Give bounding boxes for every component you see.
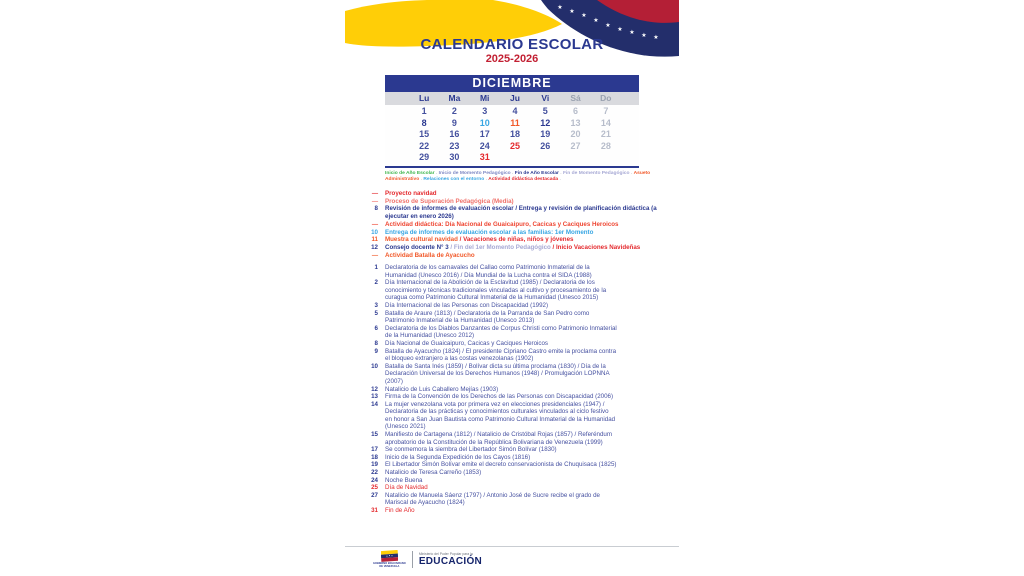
event-text-segment: Consejo docente N° 3 — [385, 243, 451, 251]
event-text — [385, 244, 657, 252]
event-text-segment: Proceso de Superación Pedagógica (Media) — [385, 197, 514, 205]
ephemeris-text: Noche Buena — [385, 476, 423, 484]
star-icon: ★ — [641, 32, 647, 39]
legend-item: Asueto Administrativo — [385, 171, 651, 183]
event-text-segment: / Fin del 1er Momento Pedagógico — [450, 243, 553, 251]
calendar-date-cell: 5 — [542, 106, 548, 116]
legend-item: Inicio de Momento Pedagógico — [438, 171, 511, 176]
event-row — [345, 190, 679, 198]
star-icon: ★ — [593, 17, 599, 24]
ephemeris-date: 31 — [371, 507, 378, 514]
ephemeris-text: Natalicio de Teresa Carreño (1853) — [385, 469, 482, 477]
event-row — [345, 229, 679, 237]
footer-brand — [373, 550, 482, 569]
ephemeris-row — [345, 325, 679, 340]
calendar-date-cell: 17 — [479, 129, 490, 139]
event-date-marker: 11 — [371, 236, 378, 244]
school-year: 2025-2026 — [485, 52, 539, 65]
calendar-date-cell: 7 — [603, 106, 609, 116]
ephemeris-row — [345, 310, 679, 325]
ministry-subtitle: Ministerio del Poder Popular para la — [418, 551, 473, 556]
calendar-date-cell: 2 — [451, 106, 457, 116]
legend-separator: . — [510, 171, 515, 176]
event-text — [385, 190, 657, 198]
ephemeris-text: Día Nacional de Guaicaipuro, Cacicas y Caciques Heroicos — [385, 339, 549, 347]
ephemerides-list — [345, 264, 679, 515]
ephemeris-date: 19 — [371, 461, 378, 469]
event-text — [385, 205, 657, 220]
title-block — [345, 37, 679, 65]
event-text-segment: Actividad Batalla de Ayacucho — [385, 251, 475, 259]
ephemeris-row — [345, 401, 679, 431]
ephemeris-row — [345, 469, 679, 477]
ephemeris-row — [345, 363, 679, 386]
event-text-segment: Entrega de informes de evaluación escolar a las familias: 1er Momento — [385, 228, 594, 236]
calendar-date-cell: 13 — [570, 117, 581, 128]
event-text-segment: / Inicio Vacaciones Navideñas — [552, 243, 641, 251]
event-text-segment: Actividad didáctica: Día Nacional de Guaicaipuro, Cacicas y Caciques Heroicos — [385, 220, 619, 228]
calendar-day-header: Vi — [541, 93, 550, 103]
ephemeris-row — [345, 477, 679, 485]
calendar-date-cell: 26 — [540, 140, 551, 151]
event-row — [345, 205, 679, 220]
government-logo — [373, 550, 406, 569]
event-text — [385, 229, 657, 237]
ephemeris-text: Declaratoria de los Diablos Danzantes de Corpus Christi como Patrimonio Inmaterial de la Humanidad (Unesco 2012) — [385, 324, 617, 340]
ephemeris-text: Manifiesto de Cartagena (1812) / Natalicio de Cristóbal Rojas (1857) / Referéndum aprobatorio de la Constitución de la República Bolivariana de Venezuela (1999) — [385, 431, 612, 446]
poster-content — [345, 0, 679, 576]
event-date-marker: 8 — [374, 205, 378, 213]
ephemeris-date: 6 — [374, 324, 378, 332]
government-logo-text — [373, 563, 406, 569]
ephemeris-text: Se conmemora la siembra del Libertador Simón Bolívar (1830) — [385, 446, 557, 454]
legend-separator: . — [434, 171, 439, 176]
venezuela-flag-icon — [381, 550, 398, 562]
calendar-date-cell: 25 — [509, 140, 520, 151]
ephemeris-row — [345, 264, 679, 279]
event-text — [385, 252, 657, 260]
ephemeris-text: Día Internacional de la Abolición de la Esclavitud (1985) / Declaratoria de los conocimiento y técnicas tradicionales vinculadas al cultivo y procesamiento de la curagua como Patrimonio Cultural Inmaterial de la Humanidad (Unesco 2015) — [385, 279, 607, 302]
star-icon: ★ — [653, 34, 659, 41]
ephemeris-date: 13 — [371, 393, 378, 401]
legend-separator: . — [558, 177, 561, 183]
star-icon: ★ — [569, 8, 575, 15]
ephemeris-row — [345, 431, 679, 446]
calendar-date-cell: 11 — [510, 117, 520, 128]
ephemeris-text: Firma de la Convención de los Derechos de las Personas con Discapacidad (2006) — [385, 393, 614, 401]
star-icon: ★ — [605, 22, 611, 29]
ephemeris-date: 22 — [371, 469, 378, 477]
ephemeris-text: Día de Navidad — [385, 484, 428, 492]
ephemeris-date: 17 — [371, 446, 378, 454]
ephemeris-row — [345, 279, 679, 302]
event-text-segment: Proyecto navidad — [385, 190, 437, 197]
calendar-date-cell: 1 — [421, 106, 427, 116]
event-text — [385, 198, 657, 206]
ephemeris-date: 5 — [374, 309, 378, 317]
logo-divider — [412, 551, 413, 568]
legend-separator: . — [419, 177, 424, 183]
calendar-day-header: Do — [600, 93, 612, 103]
event-text-segment: Revisión de informes de evaluación escolar / Entrega y revisión de planificación didáctica (a ejecutar en enero 2026) — [385, 205, 657, 221]
ephemeris-date: 15 — [371, 431, 378, 439]
calendar-legend — [385, 171, 677, 184]
calendar-day-header: Ju — [510, 93, 520, 103]
ephemeris-text: Día Internacional de las Personas con Discapacidad (1992) — [385, 301, 549, 309]
event-text-segment: / Vacaciones de niñas, niños y jóvenes — [459, 236, 574, 244]
ephemeris-row — [345, 461, 679, 469]
event-row — [345, 221, 679, 229]
ministry-wordmark — [419, 552, 482, 567]
calendar-date-cell: 31 — [479, 152, 490, 162]
ephemeris-date: 3 — [374, 301, 378, 309]
event-date-marker: — — [371, 190, 378, 197]
legend-separator: . — [484, 177, 489, 183]
ephemeris-date: 12 — [371, 385, 378, 393]
ephemeris-date: 2 — [374, 279, 378, 287]
calendar-month-header: DICIEMBRE — [385, 75, 639, 92]
calendar-date-cell: 20 — [570, 129, 581, 139]
legend-item: Relaciones con el entorno — [423, 177, 485, 183]
calendar-date-cell: 27 — [570, 140, 581, 151]
ephemeris-row — [345, 492, 679, 507]
ephemeris-text: Batalla de Ayacucho (1824) / El presidente Cipriano Castro emite la proclama contra el bloqueo extranjero a las costas venezolanas (1902) — [385, 347, 617, 363]
ephemeris-row — [345, 507, 679, 515]
calendar-day-headers — [385, 92, 639, 105]
legend-item: Inicio de Año Escolar — [385, 171, 435, 176]
event-text-segment: Muestra cultural navidad — [385, 236, 460, 244]
calendar-day-header: Mi — [479, 93, 490, 103]
ephemeris-row — [345, 340, 679, 348]
calendar-date-cell: 6 — [573, 106, 579, 116]
calendar-date-cell: 15 — [419, 129, 430, 139]
event-row — [345, 252, 679, 260]
ephemeris-date: 14 — [371, 400, 378, 408]
ephemeris-date: 8 — [374, 339, 378, 347]
legend-item: Fin de Año Escolar — [514, 171, 559, 176]
ephemeris-row — [345, 348, 679, 363]
star-icon: ★ — [581, 12, 587, 19]
calendar-date-cell: 24 — [479, 140, 490, 151]
gov-text-line1: GOBIERNO BOLIVARIANO — [373, 562, 406, 565]
page-title: CALENDARIO ESCOLAR — [420, 36, 604, 53]
event-row — [345, 236, 679, 244]
calendar-day-header: Sá — [570, 93, 581, 103]
ephemeris-date: 18 — [371, 453, 378, 461]
event-text — [385, 236, 657, 244]
event-date-marker: 10 — [371, 228, 378, 236]
calendar-date-cell: 16 — [449, 129, 460, 139]
calendar-date-cell: 3 — [482, 106, 488, 116]
ephemeris-date: 24 — [371, 476, 378, 484]
event-date-marker: — — [371, 220, 378, 228]
calendar-date-cell: 8 — [421, 117, 427, 128]
calendar-day-header: Lu — [418, 93, 430, 103]
event-date-marker: 12 — [371, 243, 378, 251]
calendar-day-header: Ma — [448, 93, 461, 103]
ephemeris-date: 27 — [371, 491, 378, 499]
ephemeris-text: Declaratoria de los carnavales del Callao como Patrimonio Inmaterial de la Humanidad (Unesco 2016) / Día Mundial de la Lucha contra el SIDA (1988) — [385, 264, 592, 279]
gov-text-line2: DE VENEZUELA — [379, 564, 400, 568]
month-events-list — [345, 190, 679, 259]
event-date-marker: — — [371, 251, 378, 259]
star-icon: ★ — [617, 26, 623, 33]
star-icon: ★ — [557, 4, 563, 11]
calendar-date-cell: 10 — [479, 117, 490, 128]
ephemeris-text: Natalicio de Luis Caballero Mejías (1903) — [385, 385, 499, 393]
event-text — [385, 221, 657, 229]
star-icon: ★ — [629, 29, 635, 36]
footer-divider — [345, 546, 679, 547]
event-row — [345, 198, 679, 206]
calendar-date-cell: 29 — [419, 152, 430, 162]
event-row — [345, 244, 679, 252]
calendar-date-cell: 22 — [419, 140, 430, 151]
ephemeris-text: La mujer venezolana vota por primera vez en elecciones presidenciales (1947) / Declaratoria de las prácticas y conocimientos culturales vinculados al ciclo festivo en honor a San Juan Bautista como Patrimonio Cultural Inmaterial de la Humanidad (Unesco 2021) — [385, 400, 616, 431]
legend-separator: . — [629, 171, 634, 176]
ephemeris-row — [345, 454, 679, 462]
ephemeris-text: Natalicio de Manuela Sáenz (1797) / Antonio José de Sucre recibe el grado de Mariscal de Ayacucho (1824) — [385, 491, 600, 507]
ministry-title: EDUCACIÓN — [418, 555, 483, 567]
ephemeris-row — [345, 302, 679, 310]
calendar-date-cell: 19 — [540, 129, 551, 139]
ephemeris-text: Batalla de Araure (1813) / Declaratoria de la Parranda de San Pedro como Patrimonio Inmaterial de la Humanidad (Unesco 2013) — [385, 309, 590, 325]
calendar-date-cell: 23 — [449, 140, 460, 151]
calendar-grid — [385, 105, 639, 168]
ephemeris-date: 25 — [371, 484, 378, 492]
event-date-marker: — — [371, 197, 378, 205]
ephemeris-row — [345, 446, 679, 454]
ephemeris-row — [345, 393, 679, 401]
ephemeris-row — [345, 386, 679, 394]
calendar-date-cell: 28 — [600, 140, 611, 151]
ephemeris-text: Fin de Año — [385, 507, 415, 514]
ephemeris-text: Batalla de Santa Inés (1859) / Bolívar dicta su última proclama (1830) / Día de la Declaración Universal de los Derechos Humanos (1948) / Promulgación LOPNNA (2007) — [385, 362, 610, 385]
legend-item: Fin de Momento Pedagógico — [562, 171, 630, 176]
ephemeris-text: Inicio de la Segunda Expedición de los Cayos (1816) — [385, 453, 531, 461]
ephemeris-date: 10 — [371, 362, 378, 370]
calendar-date-cell: 12 — [540, 117, 551, 128]
calendar-date-cell: 18 — [509, 129, 520, 139]
calendar-date-cell: 9 — [451, 117, 457, 128]
legend-item: Actividad didáctica destacada — [488, 177, 559, 183]
calendar-date-cell: 14 — [600, 117, 611, 128]
ephemeris-date: 1 — [374, 264, 378, 271]
legend-separator: . — [558, 171, 563, 176]
calendar-date-cell: 21 — [600, 129, 611, 139]
ephemeris-date: 9 — [374, 347, 378, 355]
calendar-date-cell: 4 — [512, 106, 518, 116]
calendar-date-cell: 30 — [449, 152, 460, 162]
ephemeris-row — [345, 484, 679, 492]
ephemeris-text: El Libertador Simón Bolívar emite el decreto conservacionista de Chuquisaca (1825) — [385, 461, 617, 469]
calendar — [385, 75, 639, 168]
